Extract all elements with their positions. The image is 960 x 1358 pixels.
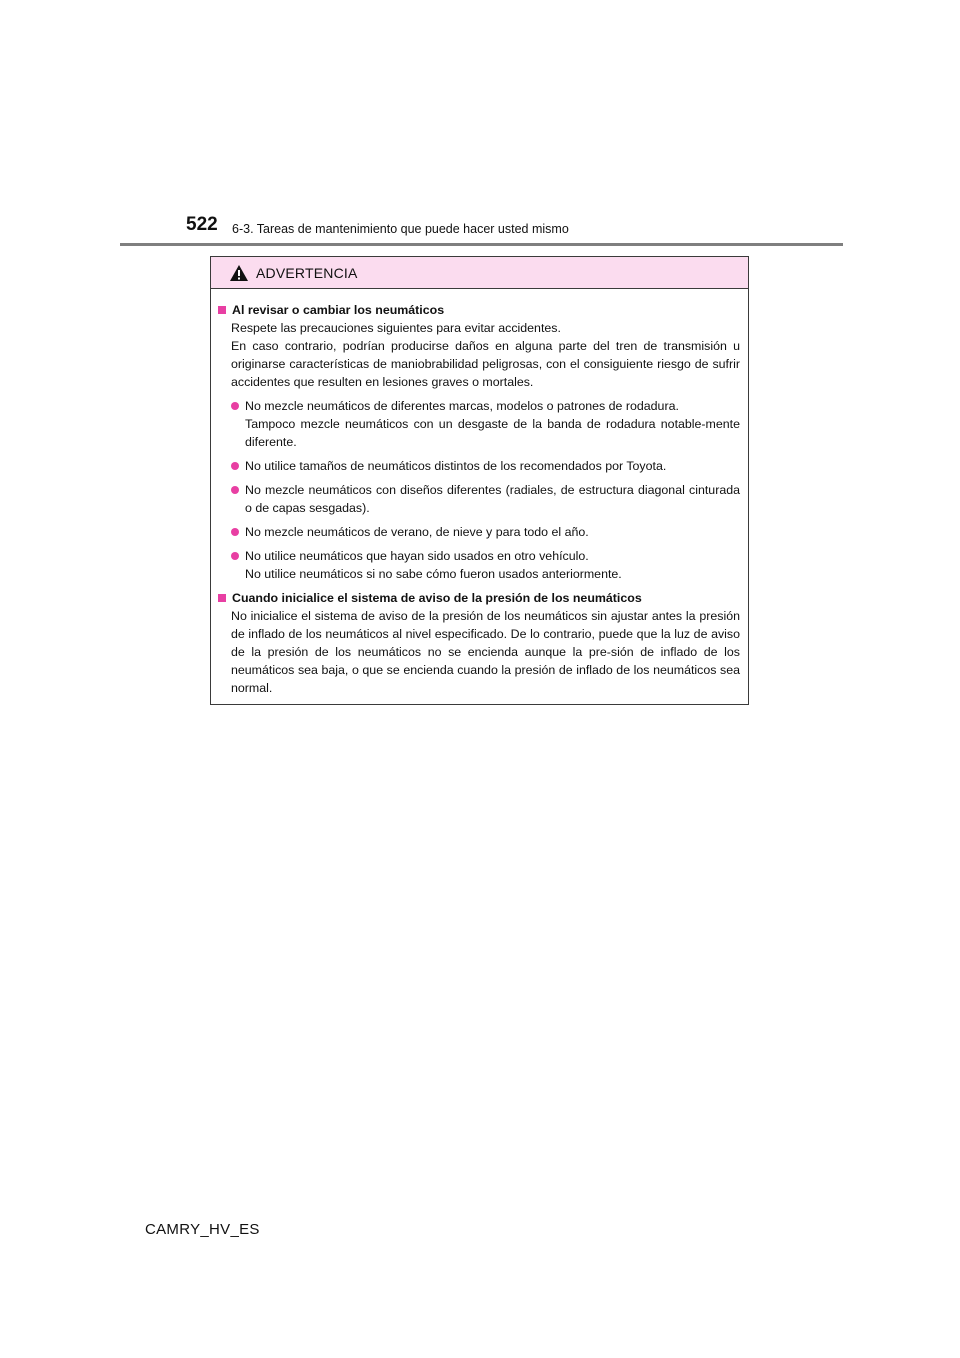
- footer-code: CAMRY_HV_ES: [145, 1221, 260, 1238]
- intro-paragraph: En caso contrario, podrían producirse daños en alguna parte del tren de transmisión u originarse características de maniobrabilidad peligrosas, con el consiguiente riesgo de sufrir accidentes que resulten en lesiones graves o mortales.: [231, 339, 740, 389]
- list-item: [218, 523, 740, 541]
- bullet-text: Tampoco mezcle neumáticos con un desgaste de la banda de rodadura notable-mente diferente.: [245, 417, 740, 449]
- square-bullet-icon: [218, 594, 226, 602]
- bullet-text: No mezcle neumáticos de diferentes marcas, modelos o patrones de rodadura.: [245, 399, 679, 413]
- bullet-dot-icon: [231, 486, 239, 494]
- bullet-text: No mezcle neumáticos de verano, de nieve y para todo el año.: [245, 525, 589, 539]
- list-item: [218, 481, 740, 517]
- intro-paragraph: No inicialice el sistema de aviso de la presión de los neumáticos sin ajustar antes la presión de inflado de los neumáticos al nivel especificado. De lo contrario, puede que la luz de aviso de la presión de los neumáticos no se encienda aunque la pre-sión de inflado de los neumáticos sea baja, o que se encienda cuando la presión de inflado de los neumáticos sea normal.: [231, 609, 740, 695]
- warning-section: [218, 301, 740, 583]
- warning-body: [211, 289, 748, 697]
- warning-header: [211, 257, 748, 289]
- bullet-text: No mezcle neumáticos con diseños diferentes (radiales, de estructura diagonal cinturada o de capas sesgadas).: [245, 483, 740, 515]
- section-intro: [218, 319, 740, 391]
- warning-title: ADVERTENCIA: [256, 264, 358, 281]
- bullet-text: No utilice tamaños de neumáticos distintos de los recomendados por Toyota.: [245, 459, 667, 473]
- section-heading: [218, 301, 740, 319]
- bullet-text: No utilice neumáticos que hayan sido usados en otro vehículo.: [245, 549, 589, 563]
- warning-box: [210, 256, 749, 705]
- header-rule: [120, 243, 843, 246]
- section-title: 6-3. Tareas de mantenimiento que puede hacer usted mismo: [232, 222, 569, 236]
- list-item: [218, 547, 740, 583]
- list-item: [218, 457, 740, 475]
- warning-triangle-icon: [229, 264, 249, 282]
- bullet-dot-icon: [231, 552, 239, 560]
- section-heading-text: Al revisar o cambiar los neumáticos: [232, 303, 445, 317]
- bullet-dot-icon: [231, 528, 239, 536]
- square-bullet-icon: [218, 306, 226, 314]
- section-heading: [218, 589, 740, 607]
- warning-section: [218, 589, 740, 697]
- section-heading-text: Cuando inicialice el sistema de aviso de la presión de los neumáticos: [232, 591, 642, 605]
- bullet-dot-icon: [231, 462, 239, 470]
- page-number: 522: [186, 214, 218, 235]
- intro-paragraph: Respete las precauciones siguientes para evitar accidentes.: [231, 321, 561, 335]
- bullet-text: No utilice neumáticos si no sabe cómo fueron usados anteriormente.: [245, 567, 622, 581]
- bullet-dot-icon: [231, 402, 239, 410]
- list-item: [218, 397, 740, 451]
- section-intro: [218, 607, 740, 697]
